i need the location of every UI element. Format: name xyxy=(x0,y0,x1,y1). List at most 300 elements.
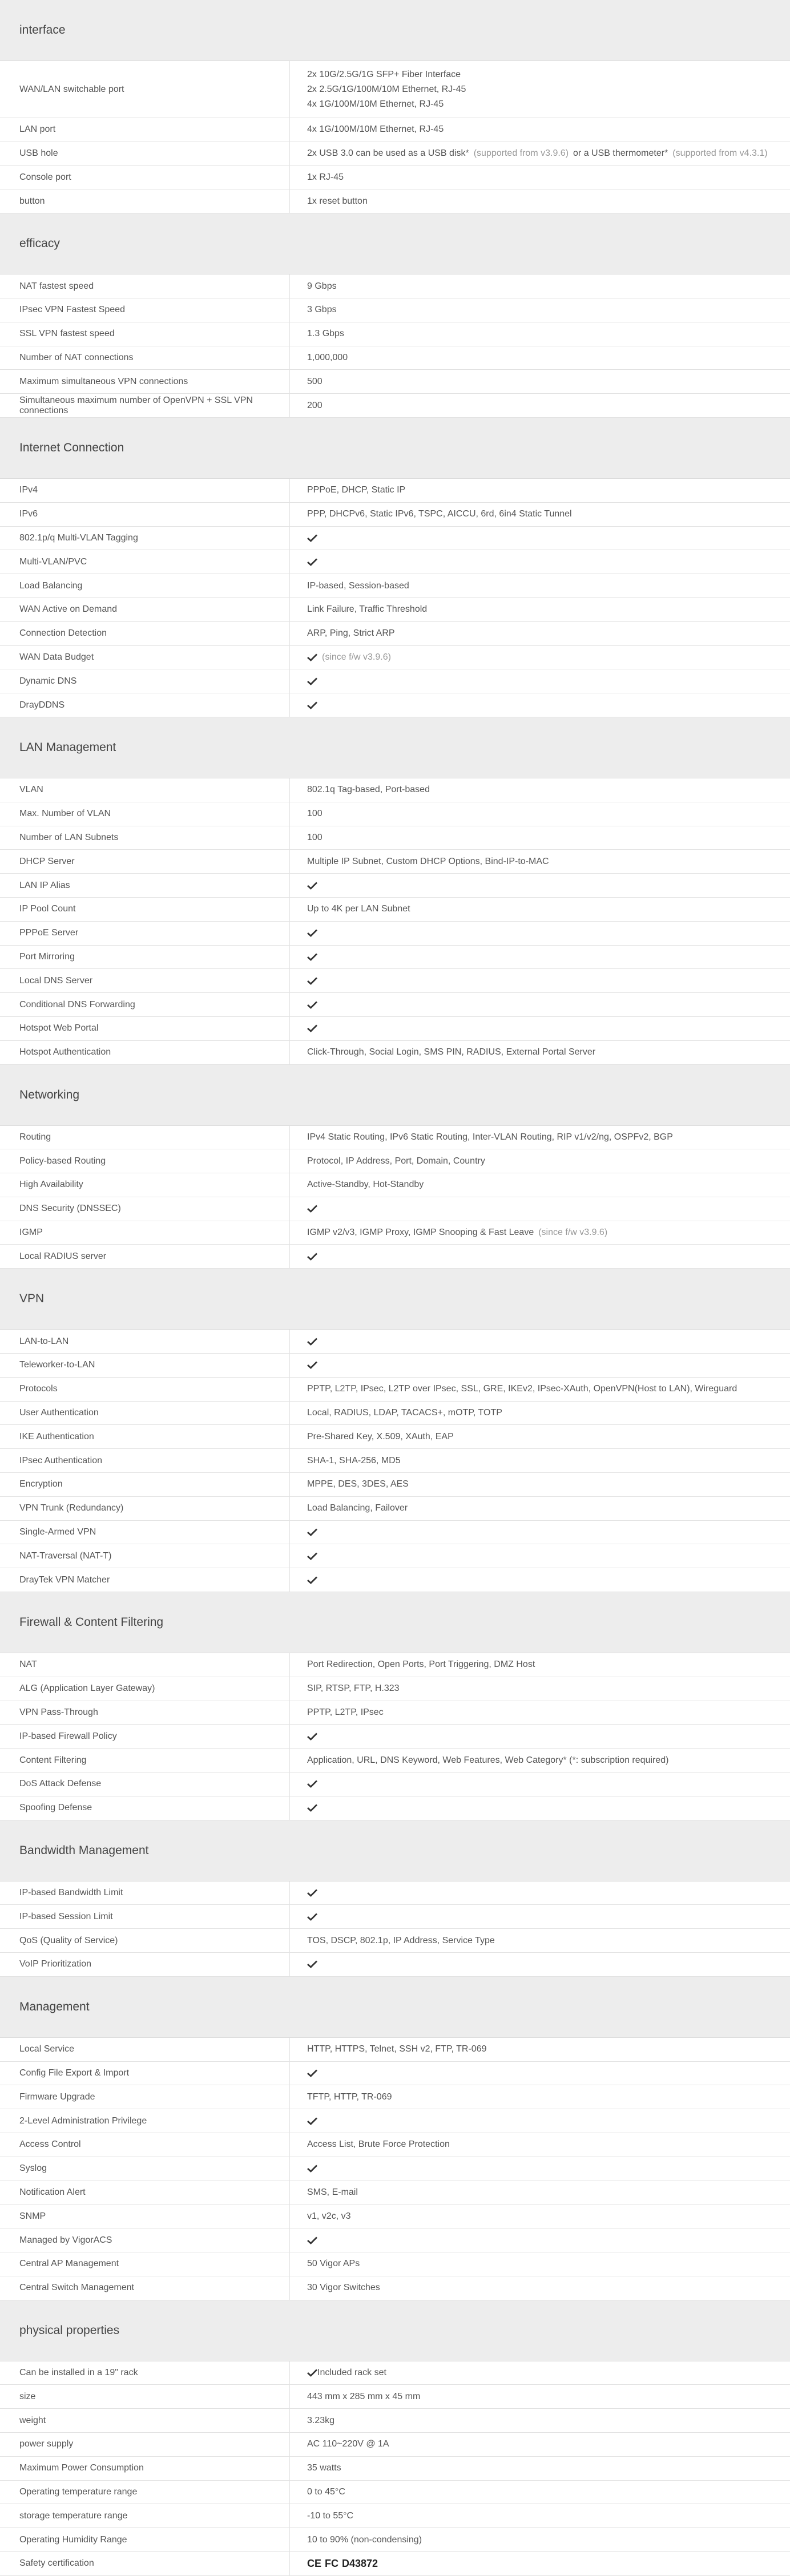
spec-row xyxy=(0,1544,790,1568)
spec-label: size xyxy=(0,2385,290,2408)
spec-label: IPsec VPN Fastest Speed xyxy=(0,298,290,322)
spec-row xyxy=(0,1449,790,1473)
section-heading-lan-management: LAN Management xyxy=(0,717,790,778)
checkmark-icon xyxy=(307,2069,317,2077)
spec-value-text: or a USB thermometer* xyxy=(573,148,668,159)
spec-value xyxy=(290,394,790,417)
spec-value xyxy=(290,778,790,802)
spec-value-text: 200 xyxy=(307,400,323,410)
spec-value-text: 500 xyxy=(307,376,323,386)
checkmark-icon xyxy=(307,1960,317,1968)
spec-note: (since f/w v3.9.6) xyxy=(322,652,391,662)
spec-value-text: Up to 4K per LAN Subnet xyxy=(307,904,410,914)
spec-value xyxy=(290,1568,790,1592)
spec-value xyxy=(290,1905,790,1928)
spec-value xyxy=(290,826,790,850)
spec-label: Operating temperature range xyxy=(0,2481,290,2504)
spec-row xyxy=(0,993,790,1017)
spec-label: DrayTek VPN Matcher xyxy=(0,1568,290,1592)
spec-label: Spoofing Defense xyxy=(0,1796,290,1820)
spec-value xyxy=(290,2204,790,2228)
spec-label: Maximum Power Consumption xyxy=(0,2457,290,2480)
spec-value-text: 1x reset button xyxy=(307,196,368,206)
spec-value-text: Port Redirection, Open Ports, Port Triggering, DMZ Host xyxy=(307,1660,535,1670)
spec-row xyxy=(0,2457,790,2481)
spec-row xyxy=(0,2361,790,2385)
spec-value xyxy=(290,1126,790,1149)
spec-value xyxy=(290,503,790,526)
spec-row xyxy=(0,142,790,166)
spec-row xyxy=(0,2504,790,2528)
spec-value-text: SHA-1, SHA-256, MD5 xyxy=(307,1455,401,1465)
spec-value xyxy=(290,598,790,621)
spec-value xyxy=(290,1173,790,1197)
spec-label: Multi-VLAN/PVC xyxy=(0,550,290,574)
spec-value xyxy=(290,298,790,322)
spec-label: Operating Humidity Range xyxy=(0,2528,290,2551)
spec-label: weight xyxy=(0,2409,290,2432)
spec-value xyxy=(290,2276,790,2300)
spec-row xyxy=(0,1497,790,1521)
checkmark-icon xyxy=(307,1024,317,1032)
spec-value-text: 1.3 Gbps xyxy=(307,329,344,339)
spec-row xyxy=(0,2062,790,2086)
spec-value xyxy=(290,1725,790,1748)
spec-row xyxy=(0,646,790,670)
spec-value xyxy=(290,969,790,992)
checkmark-icon xyxy=(307,953,317,961)
spec-row xyxy=(0,1473,790,1497)
checkmark-icon xyxy=(307,1338,317,1346)
spec-label: Local DNS Server xyxy=(0,969,290,992)
spec-value-line: 2x 2.5G/1G/100M/10M Ethernet, RJ-45 xyxy=(307,84,466,94)
spec-value xyxy=(290,550,790,574)
spec-note: (since f/w v3.9.6) xyxy=(538,1228,608,1238)
spec-label: VLAN xyxy=(0,778,290,802)
spec-label: LAN IP Alias xyxy=(0,874,290,897)
spec-label: Content Filtering xyxy=(0,1749,290,1772)
spec-row xyxy=(0,1796,790,1820)
spec-row xyxy=(0,874,790,898)
spec-label: ALG (Application Layer Gateway) xyxy=(0,1677,290,1701)
spec-label: NAT-Traversal (NAT-T) xyxy=(0,1544,290,1568)
spec-value xyxy=(290,1544,790,1568)
checkmark-icon xyxy=(307,2236,317,2244)
section-heading-vpn: VPN xyxy=(0,1269,790,1330)
spec-value-text: Click-Through, Social Login, SMS PIN, RADIUS, External Portal Server xyxy=(307,1047,596,1057)
spec-value xyxy=(290,2385,790,2408)
spec-label: Load Balancing xyxy=(0,574,290,597)
checkmark-icon xyxy=(307,977,317,985)
spec-value xyxy=(290,874,790,897)
spec-label: IP-based Firewall Policy xyxy=(0,1725,290,1748)
spec-value xyxy=(290,1041,790,1064)
spec-value-text: Active-Standby, Hot-Standby xyxy=(307,1180,424,1190)
spec-label: NAT xyxy=(0,1653,290,1677)
spec-label: Dynamic DNS xyxy=(0,669,290,693)
checkmark-icon xyxy=(307,882,317,890)
section-heading-physical-properties: physical properties xyxy=(0,2300,790,2361)
spec-row xyxy=(0,550,790,574)
spec-label: Simultaneous maximum number of OpenVPN + SSL VPN connections xyxy=(0,394,290,417)
spec-value xyxy=(290,1497,790,1520)
spec-value-text: IP-based, Session-based xyxy=(307,580,409,591)
spec-row xyxy=(0,479,790,503)
spec-row xyxy=(0,118,790,142)
section-heading-management: Management xyxy=(0,1977,790,2038)
spec-label: Central AP Management xyxy=(0,2252,290,2276)
spec-value xyxy=(290,2504,790,2527)
spec-value xyxy=(290,1796,790,1820)
spec-label: NAT fastest speed xyxy=(0,274,290,298)
checkmark-icon xyxy=(307,1361,317,1369)
spec-label: LAN port xyxy=(0,118,290,142)
spec-row xyxy=(0,1126,790,1150)
section-heading-bandwidth-management: Bandwidth Management xyxy=(0,1820,790,1881)
spec-value-text: ARP, Ping, Strict ARP xyxy=(307,628,395,639)
spec-label: Safety certification xyxy=(0,2552,290,2575)
spec-row xyxy=(0,2181,790,2205)
spec-value xyxy=(290,1017,790,1040)
spec-row xyxy=(0,622,790,646)
spec-label: DNS Security (DNSSEC) xyxy=(0,1197,290,1221)
spec-value-text: 100 xyxy=(307,809,323,819)
spec-row xyxy=(0,2228,790,2252)
spec-value-text: Pre-Shared Key, X.509, XAuth, EAP xyxy=(307,1431,454,1442)
spec-row xyxy=(0,1197,790,1221)
spec-value-text: 30 Vigor Switches xyxy=(307,2283,380,2293)
checkmark-icon xyxy=(307,1576,317,1584)
spec-value-text: 1x RJ-45 xyxy=(307,172,344,182)
spec-label: SNMP xyxy=(0,2204,290,2228)
spec-value-text: TFTP, HTTP, TR-069 xyxy=(307,2092,392,2102)
spec-row xyxy=(0,394,790,418)
spec-row xyxy=(0,898,790,922)
checkmark-icon xyxy=(307,534,317,542)
spec-label: IGMP xyxy=(0,1221,290,1245)
section-heading-efficacy: efficacy xyxy=(0,213,790,274)
spec-label: QoS (Quality of Service) xyxy=(0,1929,290,1952)
spec-value xyxy=(290,2157,790,2181)
checkmark-icon xyxy=(307,1889,317,1897)
spec-note: (supported from v4.3.1) xyxy=(672,148,768,159)
spec-value xyxy=(290,1197,790,1221)
spec-value xyxy=(290,527,790,550)
spec-label: Local Service xyxy=(0,2038,290,2061)
spec-label: DrayDDNS xyxy=(0,693,290,717)
checkmark-icon xyxy=(307,1733,317,1741)
spec-value xyxy=(290,370,790,393)
checkmark-icon xyxy=(307,1205,317,1213)
spec-row xyxy=(0,2085,790,2109)
spec-row xyxy=(0,1701,790,1725)
spec-value xyxy=(290,479,790,502)
spec-value-text: SIP, RTSP, FTP, H.323 xyxy=(307,1683,400,1694)
spec-value xyxy=(290,1449,790,1472)
spec-row xyxy=(0,1953,790,1977)
spec-row xyxy=(0,61,790,118)
spec-label: Maximum simultaneous VPN connections xyxy=(0,370,290,393)
spec-value-text: -10 to 55°C xyxy=(307,2510,354,2521)
spec-row xyxy=(0,574,790,598)
spec-label: Number of NAT connections xyxy=(0,346,290,370)
spec-row xyxy=(0,1905,790,1929)
spec-value xyxy=(290,1701,790,1725)
spec-label: Routing xyxy=(0,1126,290,1149)
spec-value-text: PPP, DHCPv6, Static IPv6, TSPC, AICCU, 6rd, 6in4 Static Tunnel xyxy=(307,509,572,519)
spec-row xyxy=(0,298,790,322)
spec-value xyxy=(290,2252,790,2276)
spec-value xyxy=(290,1929,790,1952)
spec-label: VoIP Prioritization xyxy=(0,1953,290,1976)
spec-value xyxy=(290,322,790,346)
spec-value xyxy=(290,2109,790,2133)
spec-value-text: v1, v2c, v3 xyxy=(307,2211,351,2221)
spec-label: DoS Attack Defense xyxy=(0,1772,290,1796)
spec-row xyxy=(0,1378,790,1402)
spec-value-text: 9 Gbps xyxy=(307,281,337,291)
spec-label: Protocols xyxy=(0,1378,290,1401)
spec-row xyxy=(0,2433,790,2457)
spec-row xyxy=(0,1017,790,1041)
spec-value-text: Access List, Brute Force Protection xyxy=(307,2139,450,2150)
spec-row xyxy=(0,1772,790,1796)
spec-value-text: IPv4 Static Routing, IPv6 Static Routing, Inter-VLAN Routing, RIP v1/v2/ng, OSPFv2, BGP xyxy=(307,1132,673,1142)
spec-row xyxy=(0,503,790,527)
spec-label: Port Mirroring xyxy=(0,946,290,969)
spec-row xyxy=(0,2038,790,2062)
spec-row xyxy=(0,1521,790,1545)
spec-row xyxy=(0,1677,790,1701)
spec-label: Teleworker-to-LAN xyxy=(0,1354,290,1377)
spec-value-text: Local, RADIUS, LDAP, TACACS+, mOTP, TOTP xyxy=(307,1408,502,1418)
spec-label: IP Pool Count xyxy=(0,898,290,921)
spec-value xyxy=(290,1149,790,1173)
spec-note: (supported from v3.9.6) xyxy=(473,148,569,159)
spec-value-text: 802.1q Tag-based, Port-based xyxy=(307,785,430,795)
spec-value xyxy=(290,189,790,213)
spec-row xyxy=(0,2528,790,2552)
spec-value xyxy=(290,166,790,189)
spec-value-text: Link Failure, Traffic Threshold xyxy=(307,604,428,615)
spec-label: 802.1p/q Multi-VLAN Tagging xyxy=(0,527,290,550)
checkmark-icon xyxy=(307,1804,317,1812)
spec-value-text: 1,000,000 xyxy=(307,352,348,362)
section-heading-firewall-content-filtering: Firewall & Content Filtering xyxy=(0,1592,790,1653)
spec-row xyxy=(0,370,790,394)
spec-label: Number of LAN Subnets xyxy=(0,826,290,850)
spec-value xyxy=(290,1749,790,1772)
spec-value xyxy=(290,274,790,298)
spec-row xyxy=(0,2385,790,2409)
spec-label: IP-based Bandwidth Limit xyxy=(0,1881,290,1905)
spec-label: Local RADIUS server xyxy=(0,1245,290,1268)
checkmark-icon xyxy=(307,1780,317,1788)
spec-row xyxy=(0,946,790,970)
spec-row xyxy=(0,1245,790,1269)
spec-row xyxy=(0,778,790,802)
spec-value xyxy=(290,898,790,921)
spec-value xyxy=(290,802,790,826)
spec-value xyxy=(290,646,790,669)
checkmark-icon xyxy=(307,653,317,661)
cert-mark: FC xyxy=(325,2557,339,2569)
spec-label: Can be installed in a 19" rack xyxy=(0,2361,290,2385)
spec-value xyxy=(290,2433,790,2456)
spec-row xyxy=(0,2481,790,2505)
spec-label: WAN Data Budget xyxy=(0,646,290,669)
spec-row xyxy=(0,2133,790,2157)
cert-mark: D43872 xyxy=(342,2557,378,2569)
spec-label: Firmware Upgrade xyxy=(0,2085,290,2109)
spec-label: Single-Armed VPN xyxy=(0,1521,290,1544)
spec-row xyxy=(0,2252,790,2276)
spec-value-text: 2x USB 3.0 can be used as a USB disk* xyxy=(307,148,469,159)
spec-value-text: TOS, DSCP, 802.1p, IP Address, Service Type xyxy=(307,1935,495,1945)
spec-value xyxy=(290,922,790,945)
spec-label: button xyxy=(0,189,290,213)
spec-value xyxy=(290,2181,790,2204)
spec-row xyxy=(0,1041,790,1065)
spec-label: Console port xyxy=(0,166,290,189)
spec-value-text: 443 mm x 285 mm x 45 mm xyxy=(307,2391,421,2401)
spec-label: IP-based Session Limit xyxy=(0,1905,290,1928)
spec-value xyxy=(290,1772,790,1796)
spec-row xyxy=(0,598,790,622)
spec-value-text: Application, URL, DNS Keyword, Web Features, Web Category* (*: subscription required) xyxy=(307,1755,669,1765)
spec-value xyxy=(290,850,790,873)
checkmark-icon xyxy=(307,2165,317,2173)
spec-row xyxy=(0,1149,790,1173)
spec-value xyxy=(290,2038,790,2061)
spec-value xyxy=(290,2228,790,2252)
spec-label: VPN Trunk (Redundancy) xyxy=(0,1497,290,1520)
spec-value xyxy=(290,2481,790,2504)
spec-label: IPsec Authentication xyxy=(0,1449,290,1472)
spec-row xyxy=(0,802,790,826)
spec-value xyxy=(290,1378,790,1401)
spec-row xyxy=(0,2204,790,2228)
spec-row xyxy=(0,1725,790,1749)
spec-value-text: Protocol, IP Address, Port, Domain, Country xyxy=(307,1156,485,1166)
spec-value-text: 10 to 90% (non-condensing) xyxy=(307,2534,422,2545)
spec-value-text: 100 xyxy=(307,832,323,842)
spec-row xyxy=(0,693,790,717)
checkmark-icon xyxy=(307,1001,317,1009)
spec-value-text: MPPE, DES, 3DES, AES xyxy=(307,1479,409,1489)
spec-row xyxy=(0,1173,790,1197)
spec-label: Central Switch Management xyxy=(0,2276,290,2300)
checkmark-icon xyxy=(307,2369,317,2377)
spec-value xyxy=(290,2361,790,2385)
checkmark-icon xyxy=(307,1552,317,1560)
spec-row xyxy=(0,189,790,213)
spec-value-line: 2x 10G/2.5G/1G SFP+ Fiber Interface xyxy=(307,69,461,79)
spec-value-text: HTTP, HTTPS, Telnet, SSH v2, FTP, TR-069 xyxy=(307,2044,487,2054)
spec-label: SSL VPN fastest speed xyxy=(0,322,290,346)
spec-value xyxy=(290,1402,790,1425)
spec-row xyxy=(0,1749,790,1772)
spec-label: User Authentication xyxy=(0,1402,290,1425)
spec-label: storage temperature range xyxy=(0,2504,290,2527)
spec-value-text: IGMP v2/v3, IGMP Proxy, IGMP Snooping & Fast Leave xyxy=(307,1228,534,1238)
spec-label: IPv4 xyxy=(0,479,290,502)
spec-row xyxy=(0,969,790,993)
spec-row xyxy=(0,274,790,298)
spec-row xyxy=(0,1425,790,1449)
spec-value xyxy=(290,1653,790,1677)
spec-value-text: Included rack set xyxy=(317,2367,386,2377)
spec-label: power supply xyxy=(0,2433,290,2456)
spec-value xyxy=(290,1425,790,1448)
spec-row xyxy=(0,2157,790,2181)
spec-value-text: PPTP, L2TP, IPsec xyxy=(307,1707,384,1718)
checkmark-icon xyxy=(307,558,317,566)
spec-row xyxy=(0,166,790,190)
spec-label: USB hole xyxy=(0,142,290,165)
checkmark-icon xyxy=(307,701,317,709)
spec-label: Connection Detection xyxy=(0,622,290,645)
section-heading-interface: interface xyxy=(0,0,790,61)
spec-value-text: SMS, E-mail xyxy=(307,2187,358,2197)
spec-row xyxy=(0,1929,790,1953)
spec-row xyxy=(0,2552,790,2576)
spec-value xyxy=(290,693,790,717)
spec-value xyxy=(290,622,790,645)
spec-label: Managed by VigorACS xyxy=(0,2228,290,2252)
spec-label: Hotspot Authentication xyxy=(0,1041,290,1064)
spec-value-line: 4x 1G/100M/10M Ethernet, RJ-45 xyxy=(307,99,444,109)
spec-label: IKE Authentication xyxy=(0,1425,290,1448)
spec-value xyxy=(290,669,790,693)
spec-value-text: AC 110~220V @ 1A xyxy=(307,2439,389,2449)
spec-value xyxy=(290,1521,790,1544)
spec-label: Policy-based Routing xyxy=(0,1149,290,1173)
spec-value xyxy=(290,1354,790,1377)
spec-row xyxy=(0,669,790,693)
spec-row xyxy=(0,1568,790,1592)
spec-label: DHCP Server xyxy=(0,850,290,873)
spec-row xyxy=(0,850,790,874)
spec-value xyxy=(290,993,790,1016)
spec-value-text: PPPoE, DHCP, Static IP xyxy=(307,485,406,495)
spec-value xyxy=(290,1245,790,1268)
checkmark-icon xyxy=(307,929,317,937)
spec-label: IPv6 xyxy=(0,503,290,526)
spec-value xyxy=(290,2528,790,2551)
spec-label: High Availability xyxy=(0,1173,290,1197)
spec-row xyxy=(0,1330,790,1354)
spec-value-text: Multiple IP Subnet, Custom DHCP Options, Bind-IP-to-MAC xyxy=(307,856,549,866)
spec-row xyxy=(0,527,790,551)
certification-marks xyxy=(307,2558,378,2570)
spec-row xyxy=(0,1354,790,1378)
spec-value xyxy=(290,346,790,370)
checkmark-icon xyxy=(307,2117,317,2125)
spec-value xyxy=(290,1330,790,1353)
spec-row xyxy=(0,922,790,946)
spec-label: WAN Active on Demand xyxy=(0,598,290,621)
spec-label: Config File Export & Import xyxy=(0,2062,290,2085)
spec-row xyxy=(0,826,790,850)
checkmark-icon xyxy=(307,1528,317,1536)
spec-label: PPPoE Server xyxy=(0,922,290,945)
spec-row xyxy=(0,2276,790,2300)
spec-row xyxy=(0,1221,790,1245)
spec-row xyxy=(0,2109,790,2133)
section-heading-internet-connection: Internet Connection xyxy=(0,418,790,479)
spec-row xyxy=(0,2409,790,2433)
